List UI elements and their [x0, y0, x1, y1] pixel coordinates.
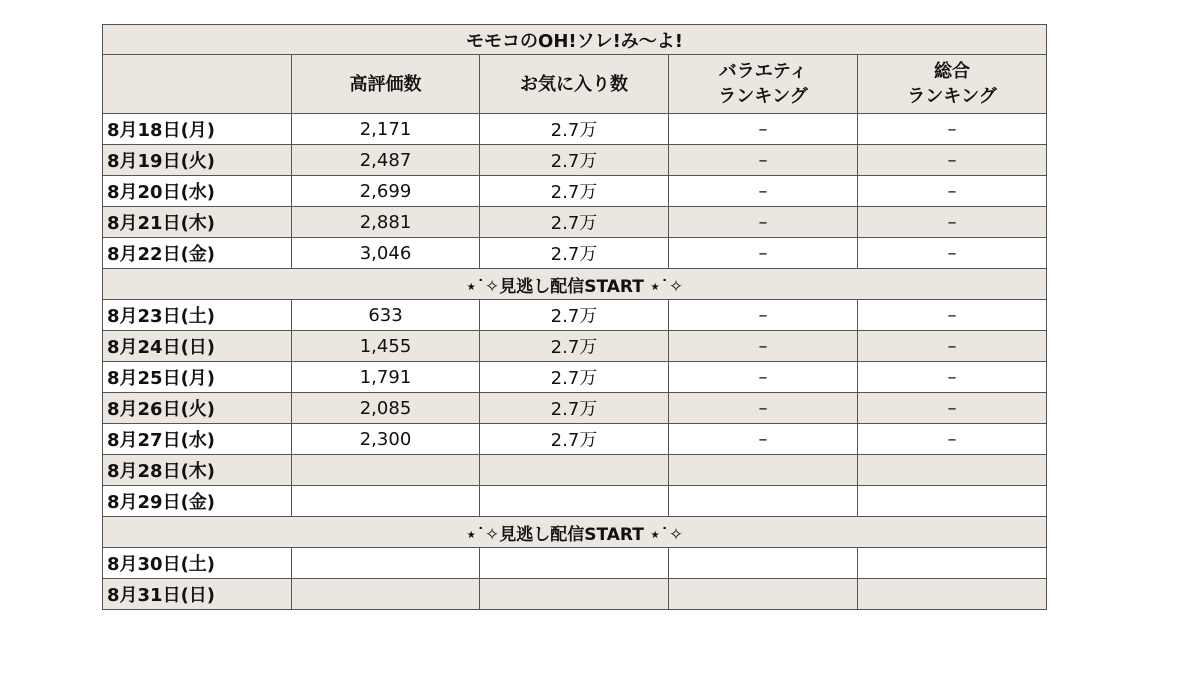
overall-rank-cell: – — [858, 238, 1047, 269]
overall-rank-cell: – — [858, 393, 1047, 424]
overall-rank-cell: – — [858, 424, 1047, 455]
overall-rank-cell: – — [858, 207, 1047, 238]
likes-cell — [292, 455, 480, 486]
variety-rank-cell: – — [669, 331, 858, 362]
overall-rank-cell: – — [858, 300, 1047, 331]
date-cell: 8月30日(土) — [103, 548, 292, 579]
likes-cell: 1,791 — [292, 362, 480, 393]
variety-rank-cell: – — [669, 300, 858, 331]
header-label-line: ランキング — [718, 86, 808, 107]
favorites-cell — [480, 548, 669, 579]
likes-cell: 1,455 — [292, 331, 480, 362]
favorites-cell: 2.7万 — [480, 424, 669, 455]
favorites-cell — [480, 579, 669, 610]
date-cell: 8月27日(水) — [103, 424, 292, 455]
date-cell: 8月25日(月) — [103, 362, 292, 393]
likes-cell — [292, 548, 480, 579]
favorites-cell: 2.7万 — [480, 207, 669, 238]
table-row — [103, 455, 1047, 486]
overall-rank-cell — [858, 579, 1047, 610]
variety-rank-cell: – — [669, 145, 858, 176]
likes-cell — [292, 579, 480, 610]
header-label-line: お気に入り数 — [520, 73, 628, 95]
banner-row — [103, 517, 1047, 548]
date-cell: 8月20日(水) — [103, 176, 292, 207]
favorites-cell: 2.7万 — [480, 176, 669, 207]
banner-text: ⋆˙✧見逃し配信START ⋆˙✧ — [103, 269, 1047, 300]
date-cell: 8月22日(金) — [103, 238, 292, 269]
date-cell: 8月28日(木) — [103, 455, 292, 486]
variety-rank-cell: – — [669, 176, 858, 207]
table-row — [103, 393, 1047, 424]
header-label-line: ランキング — [907, 86, 997, 107]
overall-rank-cell — [858, 455, 1047, 486]
header-label-line: 総合 — [934, 61, 971, 82]
header-label-line: バラエティ — [718, 61, 808, 82]
table-row — [103, 300, 1047, 331]
ratings-table — [102, 24, 1047, 610]
header-variety-ranking — [669, 55, 858, 114]
favorites-cell: 2.7万 — [480, 393, 669, 424]
banner-row — [103, 269, 1047, 300]
date-cell: 8月18日(月) — [103, 114, 292, 145]
variety-rank-cell: – — [669, 114, 858, 145]
favorites-cell — [480, 486, 669, 517]
overall-rank-cell: – — [858, 176, 1047, 207]
header-row — [103, 55, 1047, 114]
header-favorites — [480, 55, 669, 114]
likes-cell: 2,300 — [292, 424, 480, 455]
overall-rank-cell — [858, 548, 1047, 579]
overall-rank-cell: – — [858, 362, 1047, 393]
date-cell: 8月19日(火) — [103, 145, 292, 176]
title-row — [103, 25, 1047, 55]
table-row — [103, 331, 1047, 362]
table-row — [103, 114, 1047, 145]
table-row — [103, 145, 1047, 176]
banner-text: ⋆˙✧見逃し配信START ⋆˙✧ — [103, 517, 1047, 548]
variety-rank-cell — [669, 579, 858, 610]
variety-rank-cell: – — [669, 424, 858, 455]
variety-rank-cell — [669, 486, 858, 517]
favorites-cell: 2.7万 — [480, 362, 669, 393]
header-label-line: 高評価数 — [349, 73, 422, 95]
header-date — [103, 55, 292, 114]
table-row — [103, 548, 1047, 579]
date-cell: 8月24日(日) — [103, 331, 292, 362]
favorites-cell — [480, 455, 669, 486]
variety-rank-cell: – — [669, 207, 858, 238]
favorites-cell: 2.7万 — [480, 300, 669, 331]
table-row — [103, 579, 1047, 610]
date-cell: 8月31日(日) — [103, 579, 292, 610]
likes-cell: 2,171 — [292, 114, 480, 145]
favorites-cell: 2.7万 — [480, 145, 669, 176]
favorites-cell: 2.7万 — [480, 331, 669, 362]
likes-cell: 2,085 — [292, 393, 480, 424]
variety-rank-cell: – — [669, 238, 858, 269]
date-cell: 8月29日(金) — [103, 486, 292, 517]
likes-cell: 2,699 — [292, 176, 480, 207]
date-cell: 8月26日(火) — [103, 393, 292, 424]
overall-rank-cell: – — [858, 145, 1047, 176]
likes-cell — [292, 486, 480, 517]
likes-cell: 3,046 — [292, 238, 480, 269]
table-row — [103, 486, 1047, 517]
table-row — [103, 424, 1047, 455]
header-likes — [292, 55, 480, 114]
table-row — [103, 238, 1047, 269]
variety-rank-cell — [669, 455, 858, 486]
likes-cell: 633 — [292, 300, 480, 331]
header-overall-ranking — [858, 55, 1047, 114]
likes-cell: 2,487 — [292, 145, 480, 176]
overall-rank-cell — [858, 486, 1047, 517]
date-cell: 8月23日(土) — [103, 300, 292, 331]
favorites-cell: 2.7万 — [480, 114, 669, 145]
likes-cell: 2,881 — [292, 207, 480, 238]
table-row — [103, 362, 1047, 393]
variety-rank-cell: – — [669, 393, 858, 424]
variety-rank-cell — [669, 548, 858, 579]
table-row — [103, 207, 1047, 238]
overall-rank-cell: – — [858, 331, 1047, 362]
favorites-cell: 2.7万 — [480, 238, 669, 269]
overall-rank-cell: – — [858, 114, 1047, 145]
date-cell: 8月21日(木) — [103, 207, 292, 238]
table-row — [103, 176, 1047, 207]
variety-rank-cell: – — [669, 362, 858, 393]
table-title: モモコのOH!ソレ!み〜よ! — [103, 25, 1047, 55]
